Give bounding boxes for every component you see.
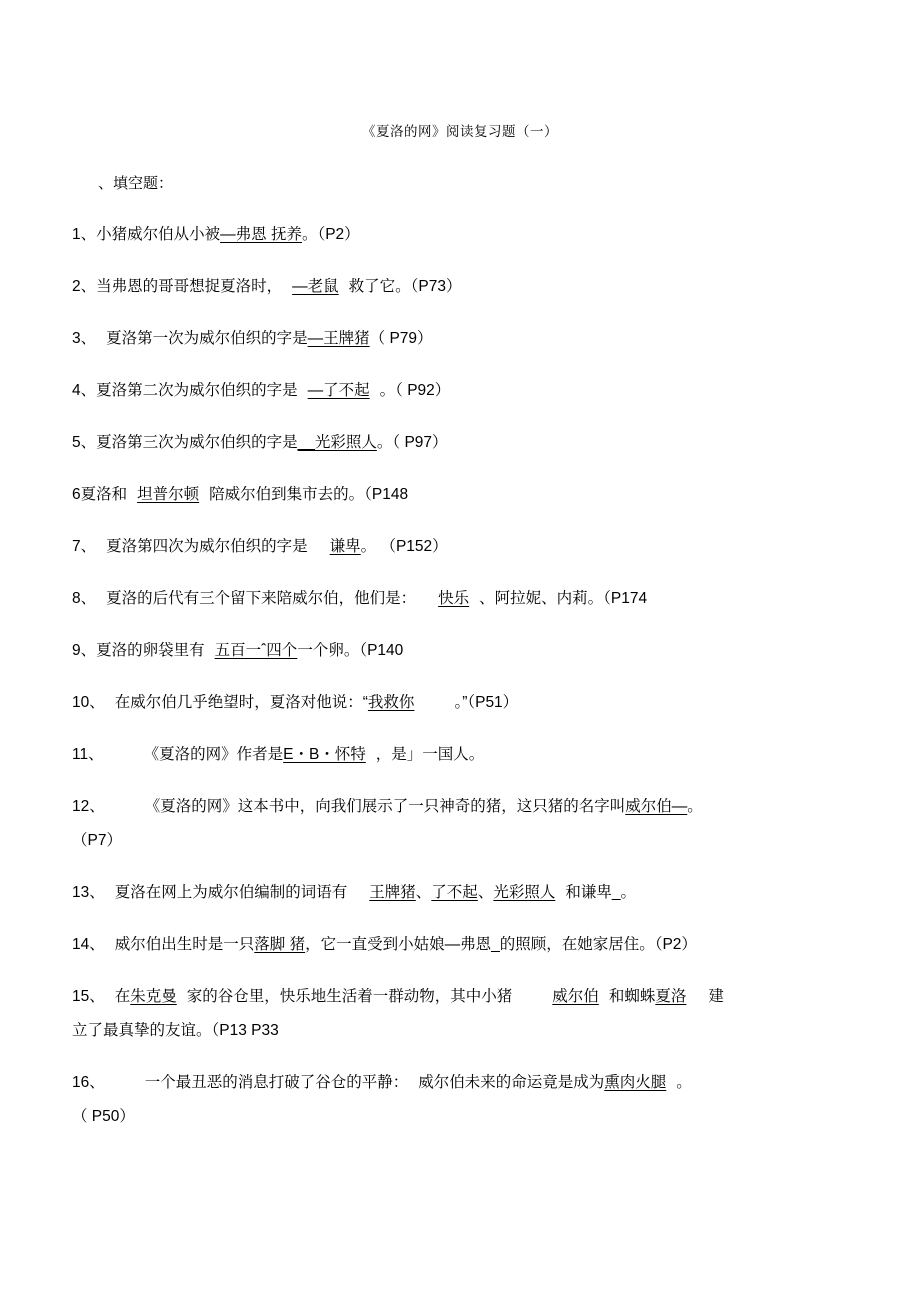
question-item [72,743,848,767]
question-text: 在威尔伯几乎绝望时，夏洛对他说：“ [114,694,368,712]
answer-blank: 王牌猪 [369,884,416,902]
answer-blank: 朱克曼 [130,988,177,1006]
question-tail: （ P79） [369,330,433,348]
answer-blank: __光彩照人 [297,434,377,452]
question-number: 10、 [72,694,105,712]
question-text: 《夏洛的网》这本书中，向我们展示了一只神奇的猪，这只猪的名字叫 [144,798,626,816]
question-text: 夏洛第二次为威尔伯织的字是 [96,382,298,400]
question-tail: ，是」一国人。 [375,746,485,764]
question-text: 小猪威尔伯从小被 [96,226,221,243]
answer-blank: 五百一ˆ四个 [214,642,298,660]
question-number: 6 [72,486,81,504]
question-text: 一个最丑恶的消息打破了谷仓的平静： [144,1074,409,1092]
question-text: 《夏洛的网》作者是 [143,746,284,764]
question-item [72,535,848,559]
question-number: 3、 [72,330,97,348]
question-tail: 。 [676,1074,692,1092]
question-text: 夏洛和 [80,486,128,504]
question-continuation: 立了最真挚的友谊。（P13 P33 [72,1022,279,1040]
question-text: 夏洛的卵袋里有 [96,642,205,660]
question-tail: 、阿拉妮、内莉。（P174 [479,590,648,608]
answer-blank: 了不起 [431,884,478,902]
question-number: 16、 [72,1074,105,1092]
question-item [72,795,848,819]
question-item [72,587,848,611]
question-tail: 。（ P97） [376,434,448,452]
question-mid: 和蜘蛛 [608,988,656,1006]
question-tail: ，它一直受到小姑娘—弗恩_的照顾，在她家居住。（P2） [305,936,697,954]
answer-blank: —王牌猪 [307,330,370,348]
question-continuation: （ P50） [72,1108,135,1126]
question-number: 8、 [72,590,97,608]
answer-blank: 坦普尔顿 [137,486,200,504]
answer-blank: 谦卑 [329,538,361,556]
question-item [72,431,848,455]
question-item [72,275,848,299]
answer-blank: 威尔伯— [625,798,688,816]
question-text: 威尔伯出生时是一只 [114,936,255,954]
question-continuation: （P7） [72,832,122,850]
answer-blank: 熏肉火腿 [604,1074,667,1092]
question-item [72,1071,848,1095]
question-number: 11、 [72,746,104,764]
question-text: 当弗恩的哥哥想捉夏洛时， [96,278,283,296]
question-tail: 陪威尔伯到集市去的。（P148 [209,486,409,504]
answer-blank: —了不起 [307,382,370,400]
question-item [72,379,848,403]
question-tail: 。 [687,798,703,816]
question-item [72,933,848,957]
question-number: 9、 [72,642,97,660]
answer-blank: 光彩照人 [493,884,556,902]
section-label: 、填空题： [98,175,174,192]
question-tail: 。 （P152） [360,538,448,556]
question-tail: 一个卵。（P140 [297,642,404,660]
answer-blank: 快乐 [438,590,470,608]
answer-blank: 威尔伯 [552,988,599,1006]
question-text: 夏洛第一次为威尔伯织的字是 [106,330,308,348]
question-tail: 。（ P92） [379,382,451,400]
answer-blank: 落脚 猪 [254,936,306,954]
answer-blank: —弗恩 抚养 [220,226,302,243]
question-mid: 、 [415,884,432,902]
question-item [72,881,848,905]
question-item [72,639,848,663]
page-title: 《夏洛的网》阅读复习题（一） [362,124,558,139]
question-item [72,483,848,507]
answer-blank: E・B・怀特 [283,746,366,764]
question-item [72,223,848,247]
question-number: 14、 [72,936,105,954]
question-mid: 、 [477,884,494,902]
question-text: 夏洛的后代有三个留下来陪威尔伯，他们是： [106,590,417,608]
question-number: 2、 [72,278,97,296]
answer-blank: —老鼠 [292,278,339,296]
question-number: 12、 [72,798,105,816]
question-item [72,691,848,715]
question-tail: 和谦卑_。 [565,884,636,902]
question-mid: 家的谷仓里，快乐地生活着一群动物，其中小猪 [186,988,513,1006]
question-tail: 。”（P51） [454,694,519,712]
question-tail: 建 [708,988,724,1006]
question-number: 15、 [72,988,105,1006]
question-mid: 威尔伯未来的命运竟是成为 [418,1074,605,1092]
question-number: 13、 [72,884,105,902]
question-item [72,327,848,351]
question-tail: 。（P2） [301,226,360,243]
question-number: 4、 [72,382,97,400]
question-text: 夏洛第三次为威尔伯织的字是 [96,434,298,452]
answer-blank: 夏洛 [655,988,687,1006]
question-text: 夏洛第四次为威尔伯织的字是 [106,538,308,556]
question-number: 7、 [72,538,97,556]
answer-blank: 我救你 [367,694,415,712]
question-tail: 救了它。（P73） [348,278,462,296]
question-text: 在 [114,988,131,1006]
question-item [72,985,848,1009]
question-number: 5、 [72,434,97,452]
question-number: 1、 [72,226,97,243]
question-text: 夏洛在网上为威尔伯编制的词语有 [114,884,348,902]
